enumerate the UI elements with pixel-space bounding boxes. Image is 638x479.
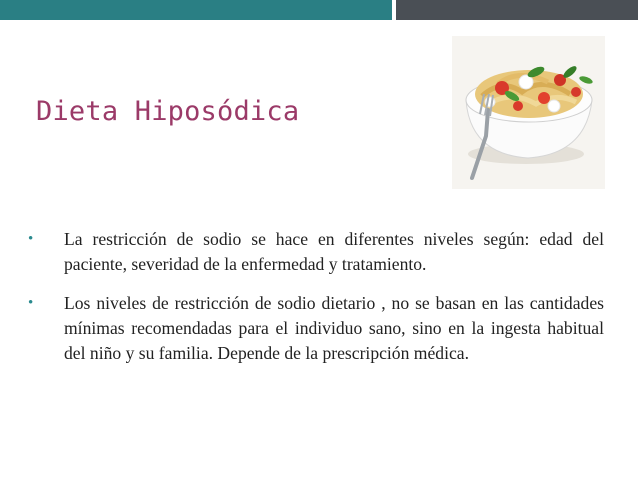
bullet-text-1: La restricción de sodio se hace en diferentes niveles según: edad del paciente, severidad de la enfermedad y tratamiento. (64, 229, 604, 274)
top-accent-bar (0, 0, 638, 20)
slide-title: Dieta Hiposódica (36, 96, 300, 127)
bullet-text-2: Los niveles de restricción de sodio dietario , no se basan en las cantidades mínimas recomendadas para el individuo sano, sino en la ingesta habitual del niño y su familia. Depende de la prescripción médica. (64, 293, 604, 363)
top-bar-gray-segment (396, 0, 638, 20)
bullet-marker: • (28, 295, 34, 311)
pasta-salad-photo (452, 36, 605, 189)
bullet-item-1 (24, 227, 604, 277)
bullet-item-2 (24, 291, 604, 366)
pasta-salad-bowl-with-fork-icon (452, 36, 605, 189)
bullet-marker: • (28, 231, 34, 247)
bullet-list (24, 227, 604, 380)
top-bar-teal-segment (0, 0, 396, 20)
